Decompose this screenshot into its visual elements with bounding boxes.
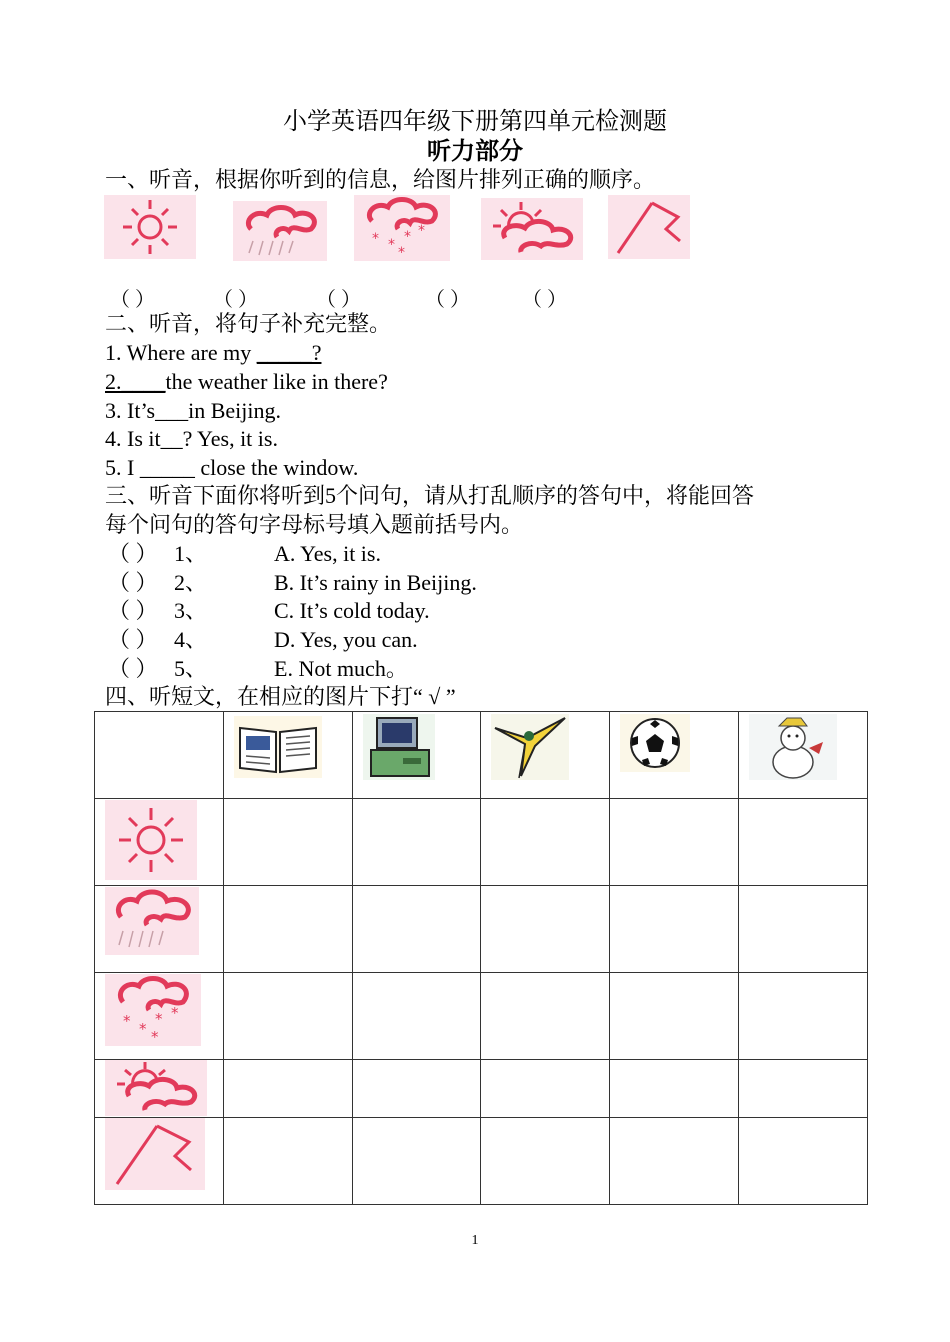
- svg-text:*: *: [139, 1020, 147, 1038]
- section3-heading-line2: 每个问句的答句字母标号填入题前括号内。: [105, 512, 524, 537]
- answer-text: E. Not much。: [274, 656, 408, 681]
- svg-text:*: *: [398, 245, 405, 261]
- table-row: [95, 1060, 868, 1118]
- answer-blank[interactable]: （ ）: [108, 627, 158, 652]
- check-cell[interactable]: [610, 1118, 739, 1205]
- check-cell[interactable]: [481, 1060, 610, 1118]
- question-number: 2、: [174, 570, 208, 595]
- svg-text:*: *: [404, 229, 411, 245]
- table-row: [95, 886, 868, 973]
- table-row: [95, 1118, 868, 1205]
- book-icon: [234, 716, 322, 778]
- snowman-icon: [749, 714, 837, 780]
- check-cell[interactable]: [481, 886, 610, 973]
- column-header: [610, 712, 739, 799]
- order-blank-3[interactable]: （ ）: [316, 289, 361, 311]
- table-header-row: [95, 712, 868, 799]
- section3-heading-line1: 三、听音下面你将听到5个问句，请从打乱顺序的答句中，将能回答: [105, 483, 755, 508]
- answer-text: D. Yes, you can.: [274, 627, 418, 652]
- snow-cloud-icon: [105, 974, 201, 1046]
- question-number: 4、: [174, 627, 208, 652]
- question-number: 3、: [174, 598, 208, 623]
- check-cell[interactable]: [223, 1118, 352, 1205]
- column-header: [223, 712, 352, 799]
- page-title: 小学英语四年级下册第四单元检测题: [283, 109, 667, 135]
- check-cell[interactable]: [739, 973, 868, 1060]
- check-cell[interactable]: [352, 973, 481, 1060]
- order-blank-2[interactable]: （ ）: [213, 289, 258, 311]
- answer-row-2: [108, 569, 477, 597]
- wind-flag-icon: [105, 1118, 205, 1190]
- snow-cloud-icon: [354, 195, 450, 261]
- cloudy-sun-icon: [481, 198, 583, 260]
- kite-icon: [491, 714, 569, 780]
- check-cell[interactable]: [352, 1060, 481, 1118]
- rain-cloud-icon: [233, 201, 327, 261]
- answer-blank[interactable]: （ ）: [108, 656, 158, 681]
- answer-row-1: [108, 540, 381, 568]
- svg-text:*: *: [155, 1010, 163, 1028]
- section2-heading: 二、听音，将句子补充完整。: [105, 311, 392, 336]
- answer-text: B. It’s rainy in Beijing.: [274, 570, 477, 595]
- svg-text:*: *: [372, 231, 379, 247]
- check-cell[interactable]: [223, 973, 352, 1060]
- check-cell[interactable]: [352, 1118, 481, 1205]
- order-blank-5[interactable]: （ ）: [522, 289, 567, 311]
- fill-sentence-5: 5. I _____ close the window.: [105, 455, 359, 480]
- svg-text:*: *: [171, 1004, 179, 1022]
- row-header: [95, 799, 224, 886]
- check-cell[interactable]: [610, 886, 739, 973]
- check-cell[interactable]: [739, 1060, 868, 1118]
- check-cell[interactable]: [481, 799, 610, 886]
- fill-sentence-3: 3. It’s___in Beijing.: [105, 398, 281, 423]
- svg-text:*: *: [151, 1028, 159, 1046]
- answer-blank[interactable]: （ ）: [108, 598, 158, 623]
- check-table: [94, 711, 868, 1205]
- fill-sentence-4: 4. Is it__? Yes, it is.: [105, 426, 278, 451]
- answer-row-4: [108, 626, 418, 654]
- check-cell[interactable]: [352, 799, 481, 886]
- check-cell[interactable]: [610, 973, 739, 1060]
- answer-blank[interactable]: （ ）: [108, 541, 158, 566]
- check-cell[interactable]: [610, 1060, 739, 1118]
- check-cell[interactable]: [481, 1118, 610, 1205]
- fill-sentence-2: [105, 368, 388, 396]
- svg-text:*: *: [123, 1012, 131, 1030]
- answer-text: C. It’s cold today.: [274, 598, 430, 623]
- sentence-blank[interactable]: 2.____: [105, 369, 166, 394]
- answer-row-5: [108, 655, 408, 683]
- answer-blank[interactable]: （ ）: [108, 570, 158, 595]
- section4-heading: 四、听短文，在相应的图片下打“ √ ”: [105, 684, 456, 709]
- column-header: [739, 712, 868, 799]
- order-blank-1[interactable]: （ ）: [110, 289, 155, 311]
- answer-text: A. Yes, it is.: [274, 541, 381, 566]
- check-cell[interactable]: [739, 886, 868, 973]
- question-number: 5、: [174, 656, 208, 681]
- order-blank-4[interactable]: （ ）: [425, 289, 470, 311]
- rain-cloud-icon: [105, 887, 199, 955]
- row-header: [95, 1118, 224, 1205]
- sun-icon: [105, 800, 197, 880]
- question-number: 1、: [174, 541, 208, 566]
- sun-icon: [104, 195, 196, 259]
- row-header: [95, 1060, 224, 1118]
- check-cell[interactable]: [352, 886, 481, 973]
- football-icon: [620, 714, 690, 772]
- check-cell[interactable]: [223, 886, 352, 973]
- corner-cell: [95, 712, 224, 799]
- table-row: [95, 973, 868, 1060]
- wind-flag-icon: [608, 195, 690, 259]
- column-header: [481, 712, 610, 799]
- page-subtitle: 听力部分: [427, 139, 523, 165]
- row-header: [95, 973, 224, 1060]
- check-cell[interactable]: [223, 799, 352, 886]
- cloudy-sun-icon: [105, 1060, 207, 1116]
- sentence-text: 1. Where are my: [105, 340, 257, 365]
- fill-sentence-1: [105, 339, 321, 367]
- row-header: [95, 886, 224, 973]
- svg-text:*: *: [388, 237, 395, 253]
- check-cell[interactable]: [610, 799, 739, 886]
- column-header: [352, 712, 481, 799]
- section1-heading: 一、听音，根据你听到的信息，给图片排列正确的顺序。: [105, 167, 656, 192]
- computer-icon: [363, 714, 435, 780]
- check-cell[interactable]: [739, 1118, 868, 1205]
- table-row: [95, 799, 868, 886]
- svg-text:*: *: [418, 223, 425, 239]
- check-cell[interactable]: [223, 1060, 352, 1118]
- check-cell[interactable]: [739, 799, 868, 886]
- sentence-text: the weather like in there?: [165, 369, 388, 394]
- page-number: 1: [471, 1233, 479, 1248]
- check-cell[interactable]: [481, 973, 610, 1060]
- sentence-blank[interactable]: _____?: [256, 340, 322, 365]
- answer-row-3: [108, 597, 430, 625]
